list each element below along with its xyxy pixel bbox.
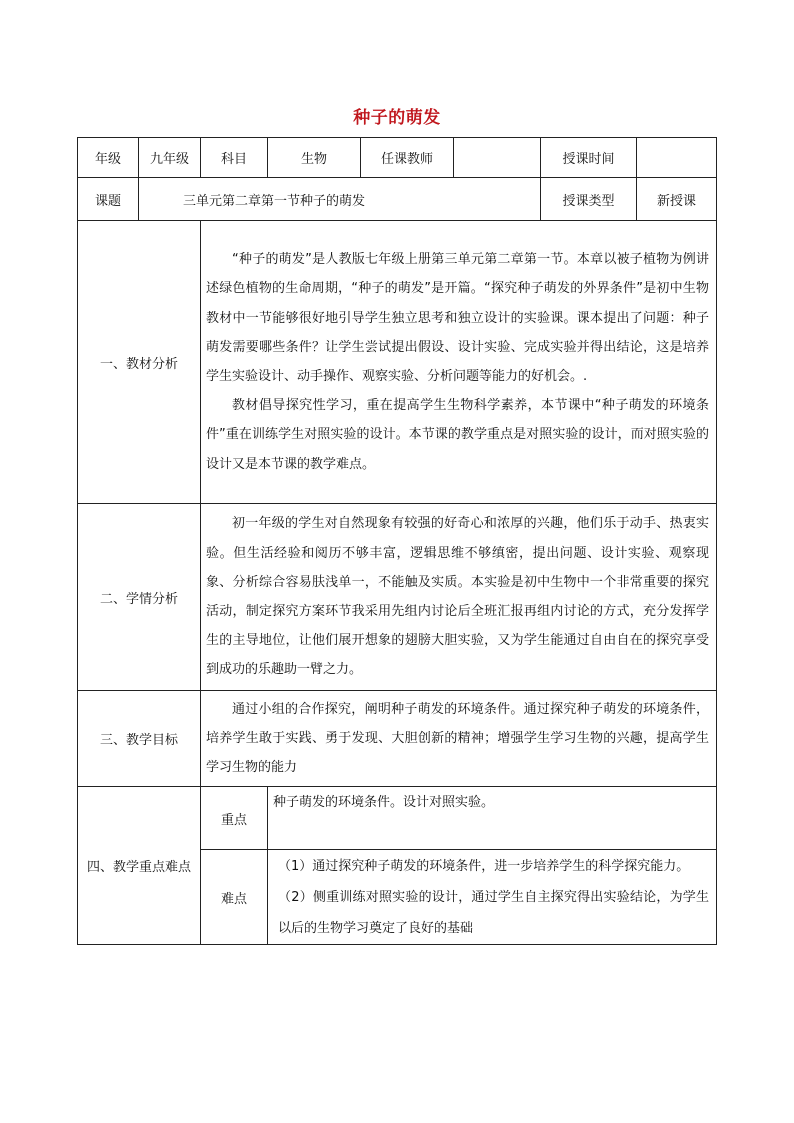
focus-row bbox=[78, 787, 717, 850]
teaching-goals-label: 三、教学目标 bbox=[78, 691, 201, 787]
difficulty-label: 难点 bbox=[201, 850, 268, 945]
teaching-goals-paragraph: 通过小组的合作探究，阐明种子萌发的环境条件。通过探究种子萌发的环境条件，培养学生敢于实践、勇于发现、大胆创新的精神；增强学生学习生物的兴趣，提高学生学习生物的能力 bbox=[206, 701, 709, 776]
material-analysis-label: 一、教材分析 bbox=[78, 221, 201, 504]
time-value bbox=[637, 138, 717, 178]
material-analysis-paragraph-1: “种子的萌发”是人教版七年级上册第三单元第二章第一节。本章以被子植物为例讲述绿色植物的生命周期，“种子的萌发”是开篇。“探究种子萌发的外界条件”是初中生物教材中一节能够很好地引导学生独立思考和独立设计的实验课。课本提出了问题：种子萌发需要哪些条件？让学生尝试提出假设、设计实验、完成实验并得出结论，这是培养学生实验设计、动手操作、观察实验、分析问题等能力的好机会。. bbox=[206, 252, 709, 384]
subject-label: 科目 bbox=[201, 138, 268, 178]
material-analysis-row bbox=[78, 221, 717, 504]
keypoints-label: 四、教学重点难点 bbox=[78, 787, 201, 945]
focus-text: 种子萌发的环境条件。设计对照实验。 bbox=[273, 795, 495, 810]
teacher-label: 任课教师 bbox=[361, 138, 454, 178]
student-analysis-label: 二、学情分析 bbox=[78, 504, 201, 691]
focus-label: 重点 bbox=[201, 787, 268, 850]
lesson-plan-table bbox=[77, 137, 717, 945]
student-analysis-paragraph: 初一年级的学生对自然现象有较强的好奇心和浓厚的兴趣，他们乐于动手、热衷实验。但生活经验和阅历不够丰富，逻辑思维不够缜密，提出问题、设计实验、观察现象、分析综合容易肤浅单一，不能触及实质。本实验是初中生物中一个非常重要的探究活动，制定探究方案环节我采用先组内讨论后全班汇报再组内讨论的方式，充分发挥学生的主导地位，让他们展开想象的翅膀大胆实验，又为学生能通过自由自在的探究享受到成功的乐趣助一臂之力。 bbox=[206, 516, 709, 678]
time-label: 授课时间 bbox=[541, 138, 637, 178]
difficulty-line-2: （2）侧重训练对照实验的设计，通过学生自主探究得出实验结论，为学生以后的生物学习奠定了良好的基础 bbox=[278, 889, 709, 936]
material-analysis-paragraph-2: 教材倡导探究性学习，重在提高学生生物科学素养，本节课中“种子萌发的环境条件”重在训练学生对照实验的设计。本节课的教学重点是对照实验的设计，而对照实验的设计又是本节课的教学难点。 bbox=[206, 398, 709, 472]
teacher-value bbox=[454, 138, 541, 178]
grade-label: 年级 bbox=[78, 138, 139, 178]
student-analysis-row bbox=[78, 504, 717, 691]
type-label: 授课类型 bbox=[541, 178, 637, 221]
topic-value: 三单元第二章第一节种子的萌发 bbox=[139, 178, 541, 221]
header-row-2 bbox=[78, 178, 717, 221]
student-analysis-content bbox=[201, 504, 717, 691]
header-row-1 bbox=[78, 138, 717, 178]
topic-label: 课题 bbox=[78, 178, 139, 221]
difficulty-content bbox=[268, 850, 717, 945]
difficulty-line-1: （1）通过探究种子萌发的环境条件，进一步培养学生的科学探究能力。 bbox=[278, 858, 690, 874]
material-analysis-content bbox=[201, 221, 717, 504]
focus-content bbox=[268, 787, 717, 850]
document-title: 种子的萌发 bbox=[353, 108, 441, 128]
subject-value: 生物 bbox=[268, 138, 361, 178]
type-value: 新授课 bbox=[637, 178, 717, 221]
teaching-goals-content bbox=[201, 691, 717, 787]
grade-value: 九年级 bbox=[139, 138, 201, 178]
teaching-goals-row bbox=[78, 691, 717, 787]
